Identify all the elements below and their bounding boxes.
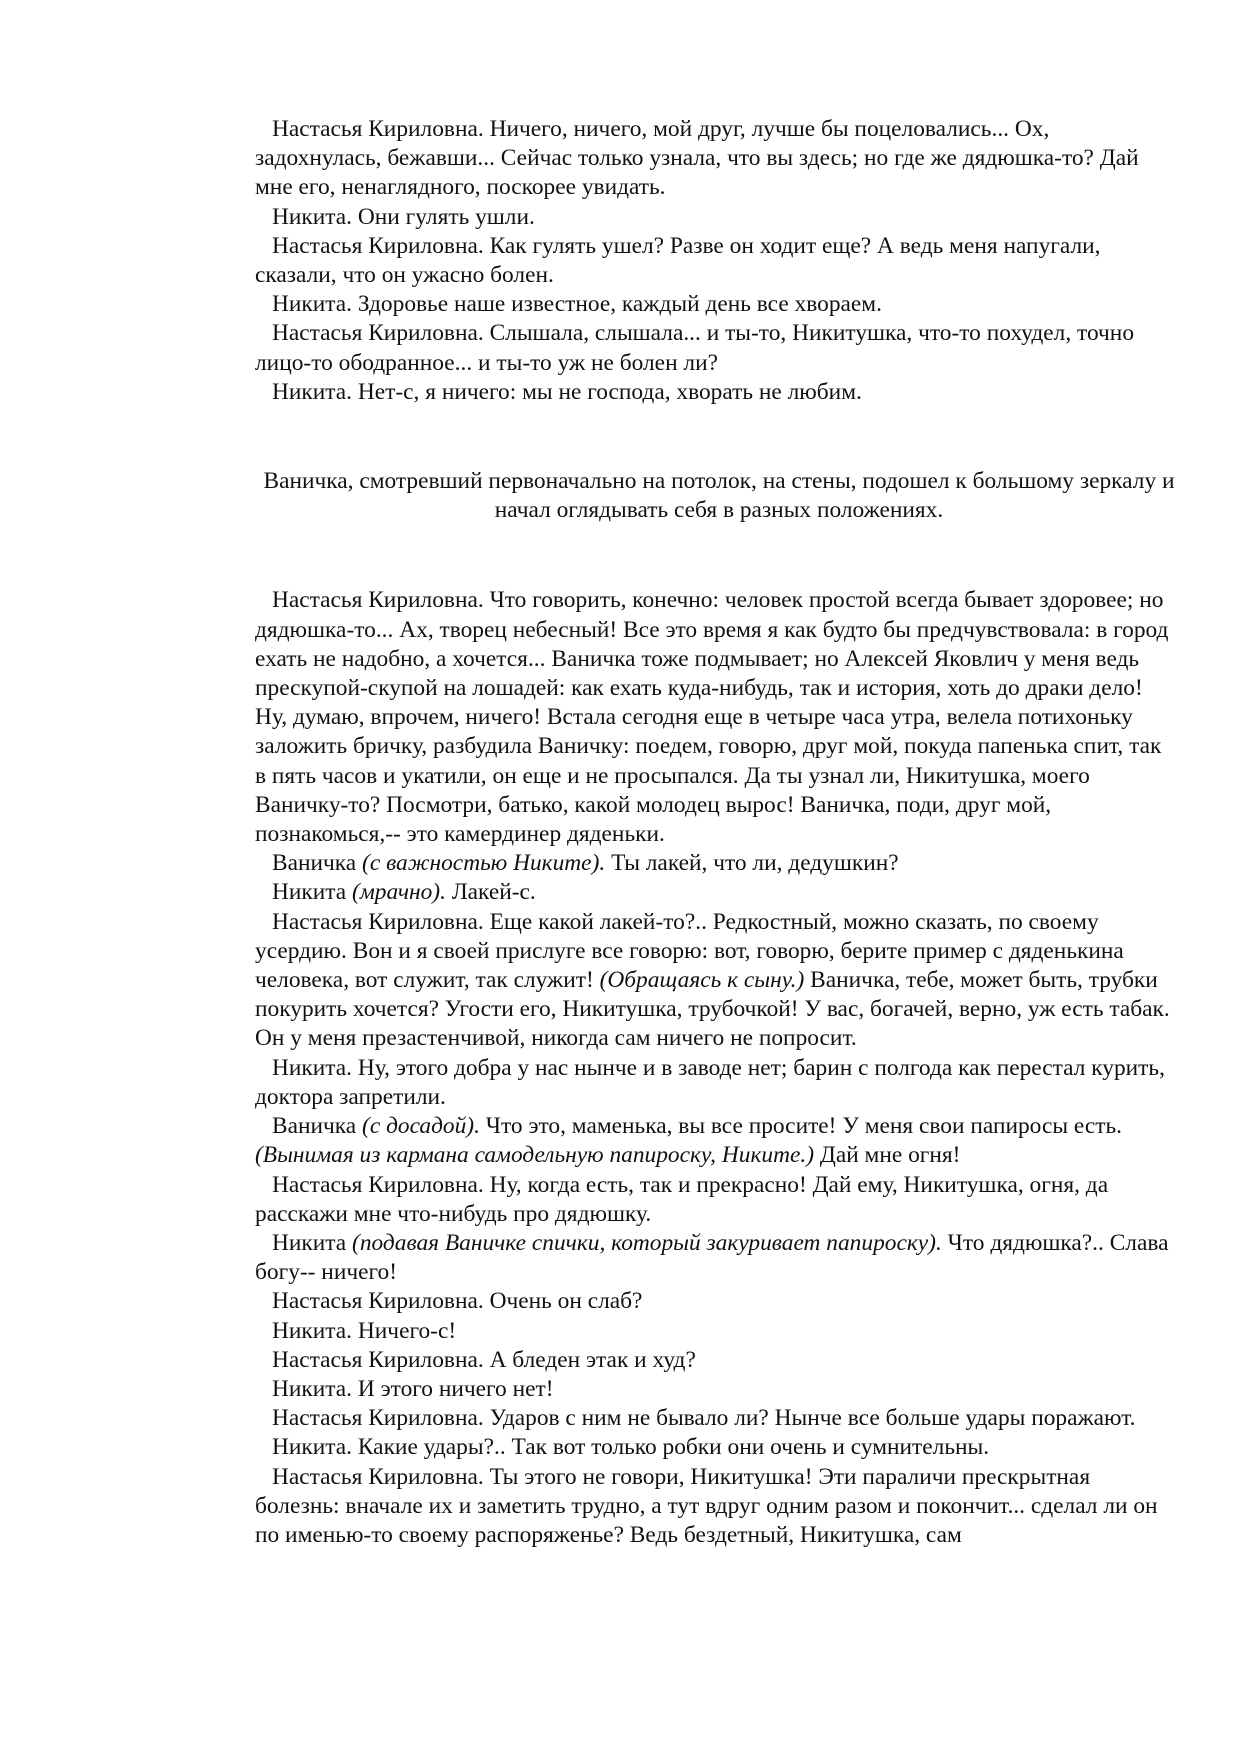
stage-remark: (Обращаясь к сыну.) — [599, 967, 805, 994]
speech-text: Как гулять ушел? Разве он ходит еще? А ведь меня напугали, сказали, что он ужасно болен. — [255, 232, 1101, 289]
dialogue-line — [255, 586, 1175, 849]
speech-text: Нет-с, я ничего: мы не господа, хворать не любим. — [357, 378, 862, 405]
dialogue-line — [255, 1463, 1175, 1551]
speaker-name: Никита — [272, 1229, 347, 1256]
speech-text: Ваничка, тебе, может быть, трубки покурить хочется? Угости его, Никитушка, трубочкой! У вас, богачей, верно, уж есть табак. Он у меня презастенчивой, никогда сам ничего не попросит. — [255, 967, 1170, 1052]
speech-text: И этого ничего нет! — [357, 1375, 554, 1402]
dialogue-line — [255, 1346, 1175, 1375]
speaker-name: Никита. — [272, 1375, 353, 1402]
dialogue-line — [255, 1317, 1175, 1346]
dialogue-block-1 — [255, 115, 1175, 407]
speaker-name: Ваничка — [272, 850, 357, 877]
dialogue-line — [255, 319, 1175, 377]
dialogue-line — [255, 232, 1175, 290]
speaker-name: Настасья Кириловна. — [272, 908, 484, 935]
dialogue-line — [255, 1054, 1175, 1112]
dialogue-line — [255, 290, 1175, 319]
speaker-name: Настасья Кириловна. — [272, 232, 484, 259]
speech-text: Что дядюшка?.. Слава богу-- ничего! — [255, 1229, 1169, 1286]
speaker-name: Никита. — [272, 291, 353, 318]
dialogue-line — [255, 878, 1175, 907]
speech-text: Ничего-с! — [357, 1317, 457, 1344]
dialogue-line — [255, 1171, 1175, 1229]
speech-text: Ну, этого добра у нас нынче и в заводе нет; барин с полгода как перестал курить, доктора запретили. — [255, 1054, 1165, 1110]
dialogue-line — [255, 378, 1175, 407]
dialogue-line — [255, 1229, 1175, 1287]
speech-text: Очень он слаб? — [489, 1288, 643, 1315]
speech-text: Лакей-с. — [451, 879, 536, 906]
speaker-name: Настасья Кириловна. — [272, 1171, 484, 1198]
dialogue-line — [255, 1287, 1175, 1316]
speech-text: Ты лакей, что ли, дедушкин? — [611, 850, 899, 877]
dialogue-line — [255, 849, 1175, 878]
speaker-name: Никита. — [272, 378, 353, 405]
speech-text: Какие удары?.. Так вот только робки они очень и сумнительны. — [357, 1434, 990, 1461]
spacer — [255, 407, 1175, 467]
stage-remark: (с важностью Никите). — [362, 850, 606, 877]
speaker-name: Настасья Кириловна. — [272, 116, 484, 142]
speech-text: Дай мне огня! — [819, 1142, 961, 1169]
speech-text: Ничего, ничего, мой друг, лучше бы поцеловались... Ох, задохнулась, бежавши... Сейчас только узнала, что вы здесь; но где же дядюшка-то? Дай мне его, ненаглядного, поскорее увидать. — [255, 116, 1139, 201]
speaker-name: Настасья Кириловна. — [272, 587, 484, 614]
speech-text: Ударов с ним не бывало ли? Нынче все больше удары поражают. — [489, 1405, 1136, 1432]
speaker-name: Настасья Кириловна. — [272, 1405, 484, 1432]
speaker-name: Никита. — [272, 1317, 353, 1344]
dialogue-line — [255, 1112, 1175, 1170]
speech-text: Ты этого не говори, Никитушка! Эти параличи прескрытная болезнь: вначале их и заметить трудно, а тут вдруг одним разом и покончит... сделал ли он по именью-то своему распоряженье? Ведь бездетный, Никитушка, сам — [255, 1463, 1158, 1548]
dialogue-line — [255, 908, 1175, 1054]
speech-text: Они гулять ушли. — [357, 203, 535, 230]
speaker-name: Настасья Кириловна. — [272, 1288, 484, 1315]
dialogue-block-2 — [255, 586, 1175, 1550]
play-page — [255, 115, 1175, 1550]
speaker-name: Никита. — [272, 1054, 353, 1081]
dialogue-line — [255, 1375, 1175, 1404]
speech-text: Здоровье наше известное, каждый день все хвораем. — [357, 291, 882, 318]
stage-remark: (подавая Ваничке спички, который закуривает папироску). — [352, 1229, 942, 1256]
speaker-name: Ваничка — [272, 1113, 357, 1140]
speaker-name: Настасья Кириловна. — [272, 320, 484, 347]
dialogue-line — [255, 1404, 1175, 1433]
speech-text: Слышала, слышала... и ты-то, Никитушка, что-то похудел, точно лицо-то ободранное... и ты-то уж не болен ли? — [255, 320, 1135, 376]
stage-remark: (мрачно). — [352, 879, 446, 906]
speaker-name: Никита. — [272, 203, 353, 230]
stage-remark: (Вынимая из кармана самодельную папироску, Никите.) — [255, 1142, 814, 1169]
speaker-name: Настасья Кириловна. — [272, 1346, 484, 1373]
speech-text: Что это, маменька, вы все просите! У меня свои папиросы есть. — [485, 1113, 1122, 1140]
speech-text: Еще какой лакей-то?.. Редкостный, можно сказать, по своему усердию. Вон и я своей прислуге все говорю: вот, говорю, берите пример с дяденькина человека, вот служит, так служит! — [255, 908, 1124, 994]
speech-text: Ну, когда есть, так и прекрасно! Дай ему, Никитушка, огня, да расскажи мне что-нибудь про дядюшку. — [255, 1171, 1109, 1227]
speech-text: А бледен этак и худ? — [489, 1346, 696, 1373]
dialogue-line — [255, 203, 1175, 232]
spacer — [255, 525, 1175, 586]
dialogue-line — [255, 115, 1175, 203]
stage-remark: (с досадой). — [362, 1113, 480, 1140]
speaker-name: Настасья Кириловна. — [272, 1463, 484, 1490]
speaker-name: Никита — [272, 879, 347, 906]
stage-direction: Ваничка, смотревший первоначально на потолок, на стены, подошел к большому зеркалу и начал оглядывать себя в разных положениях. — [263, 468, 1175, 524]
dialogue-line — [255, 1433, 1175, 1462]
speaker-name: Никита. — [272, 1434, 353, 1461]
speech-text: Что говорить, конечно: человек простой всегда бывает здоровее; но дядюшка-то... Ах, творец небесный! Все это время я как будто бы предчувствовала: в город ехать не надобно, а хочется... Ваничка тоже подмывает; но Алексей Яковлич у меня ведь прескупой-скупой на лошадей: как ехать куда-нибудь, так и история, хоть до драки дело! Ну, думаю, впрочем, ничего! Встала сегодня еще в четыре часа утра, велела потихоньку заложить бричку, разбудила Ваничку: поедем, говорю, друг мой, покуда папенька спит, так в пять часов и укатили, он еще и не просыпался. Да ты узнал ли, Никитушка, моего Ваничку-то? Посмотри, батько, какой молодец вырос! Ваничка, поди, друг мой, познакомься,-- это камердинер дяденьки. — [255, 587, 1169, 848]
